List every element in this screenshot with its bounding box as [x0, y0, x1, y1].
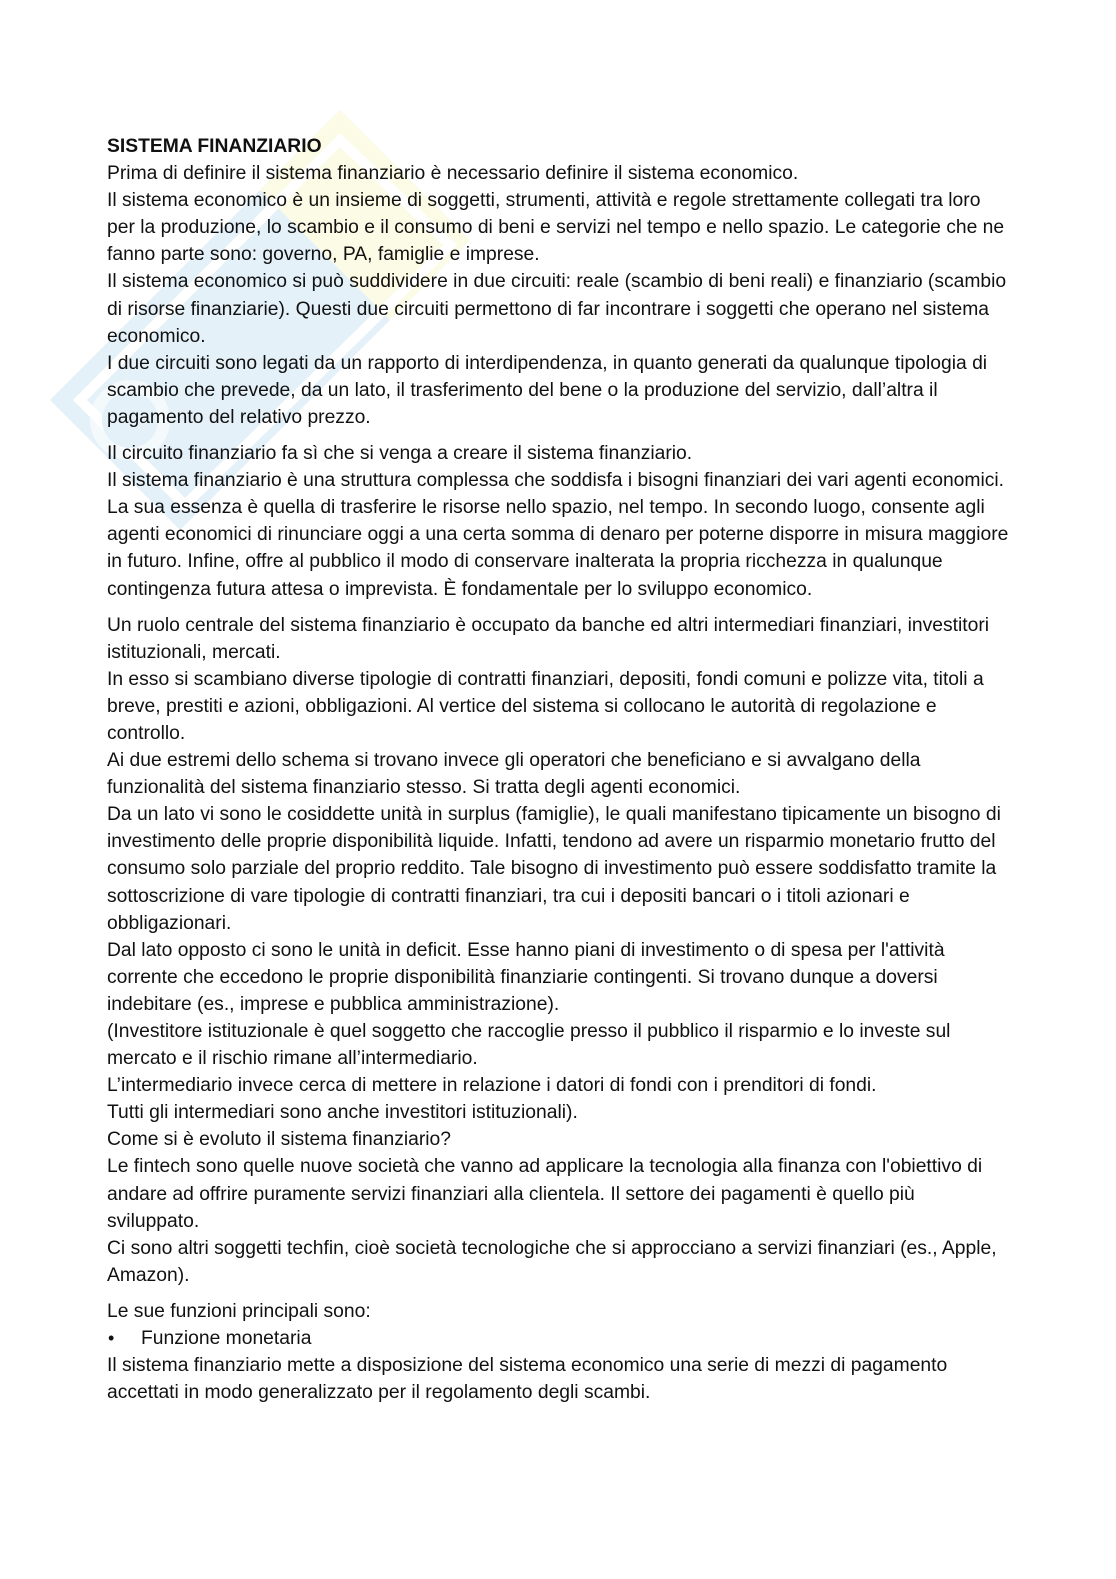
- paragraph: Le fintech sono quelle nuove società che vanno ad applicare la tecnologia alla finanza con l'obiettivo di andare ad offrire puramente servizi finanziari alla clientela. Il settore dei pagamenti è quello più sviluppato.: [107, 1156, 983, 1232]
- section-funzioni: [107, 1298, 1012, 1406]
- paragraph: Prima di definire il sistema finanziario è necessario definire il sistema economico.: [107, 163, 799, 185]
- paragraph: L’intermediario invece cerca di mettere in relazione i datori di fondi con i prenditori di fondi.: [107, 1075, 877, 1097]
- paragraph: I due circuiti sono legati da un rapporto di interdipendenza, in quanto generati da qualunque tipologia di scambio che prevede, da un lato, il trasferimento del bene o la produzione del servizio, dall’altra il pagamento del relativo prezzo.: [107, 352, 988, 428]
- paragraph: Da un lato vi sono le cosiddette unità in surplus (famiglie), le quali manifestano tipicamente un bisogno di investimento delle proprie disponibilità liquide. Infatti, tendono ad avere un risparmio monetario frutto del consumo solo parziale del proprio reddito. Tale bisogno di investimento può essere soddisfatto tramite la sottoscrizione di vare tipologie di contratti finanziari, tra cui i depositi bancari o i titoli azionari e obbligazionari.: [107, 804, 1001, 934]
- paragraph: Il sistema economico si può suddividere in due circuiti: reale (scambio di beni reali) e finanziario (scambio di risorse finanziarie). Questi due circuiti permettono di far incontrare i soggetti che operano nel sistema economico.: [107, 271, 1007, 347]
- paragraph: Le sue funzioni principali sono:: [107, 1300, 371, 1322]
- list-item: [107, 1325, 1012, 1352]
- bullet-icon: •: [108, 1328, 115, 1349]
- paragraph: Tutti gli intermediari sono anche investitori istituzionali).: [107, 1102, 578, 1124]
- paragraph: Il circuito finanziario fa sì che si venga a creare il sistema finanziario.: [107, 443, 693, 465]
- paragraph: Ai due estremi dello schema si trovano invece gli operatori che beneficiano e si avvalgano della funzionalità del sistema finanziario stesso. Si tratta degli agenti economici.: [107, 750, 921, 799]
- section-ruolo-centrale: [107, 612, 1012, 1289]
- list-item-label: Funzione monetaria: [141, 1328, 312, 1350]
- paragraph: Il sistema finanziario è una struttura complessa che soddisfa i bisogni finanziari dei vari agenti economici. La sua essenza è quella di trasferire le risorse nello spazio, nel tempo. In secondo luogo, consente agli agenti economici di rinunciare oggi a una certa somma di denaro per poterne disporre in misura maggiore in futuro. Infine, offre al pubblico il modo di conservare inalterata la propria ricchezza in qualunque contingenza futura attesa o imprevista. È fondamentale per lo sviluppo economico.: [107, 470, 1009, 600]
- paragraph: Il sistema finanziario mette a disposizione del sistema economico una serie di mezzi di pagamento accettati in modo generalizzato per il regolamento degli scambi.: [107, 1355, 948, 1404]
- document-page: [107, 133, 1012, 1406]
- paragraph: Un ruolo centrale del sistema finanziario è occupato da banche ed altri intermediari finanziari, investitori istituzionali, mercati.: [107, 614, 990, 663]
- paragraph: Ci sono altri soggetti techfin, cioè società tecnologiche che si approcciano a servizi finanziari (es., Apple, Amazon).: [107, 1237, 997, 1286]
- paragraph: (Investitore istituzionale è quel soggetto che raccoglie presso il pubblico il risparmio e lo investe sul mercato e il rischio rimane all’intermediario.: [107, 1021, 951, 1070]
- document-title: SISTEMA FINANZIARIO: [107, 136, 322, 157]
- paragraph: In esso si scambiano diverse tipologie di contratti finanziari, depositi, fondi comuni e polizze vita, titoli a breve, prestiti e azioni, obbligazioni. Al vertice del sistema si collocano le autorità di regolazione e controllo.: [107, 668, 984, 744]
- paragraph: Il sistema economico è un insieme di soggetti, strumenti, attività e regole strettamente collegati tra loro per la produzione, lo scambio e il consumo di beni e servizi nel tempo e nello spazio. Le categorie che ne fanno parte sono: governo, PA, famiglie e imprese.: [107, 190, 1005, 266]
- section-sistema-economico: [107, 160, 1012, 431]
- paragraph: Come si è evoluto il sistema finanziario?: [107, 1129, 452, 1151]
- paragraph: Dal lato opposto ci sono le unità in deficit. Esse hanno piani di investimento o di spesa per l'attività corrente che eccedono le proprie disponibilità finanziarie contingenti. Si trovano dunque a doversi indebitare (es., imprese e pubblica amministrazione).: [107, 939, 945, 1015]
- section-circuito-finanziario: [107, 440, 1012, 603]
